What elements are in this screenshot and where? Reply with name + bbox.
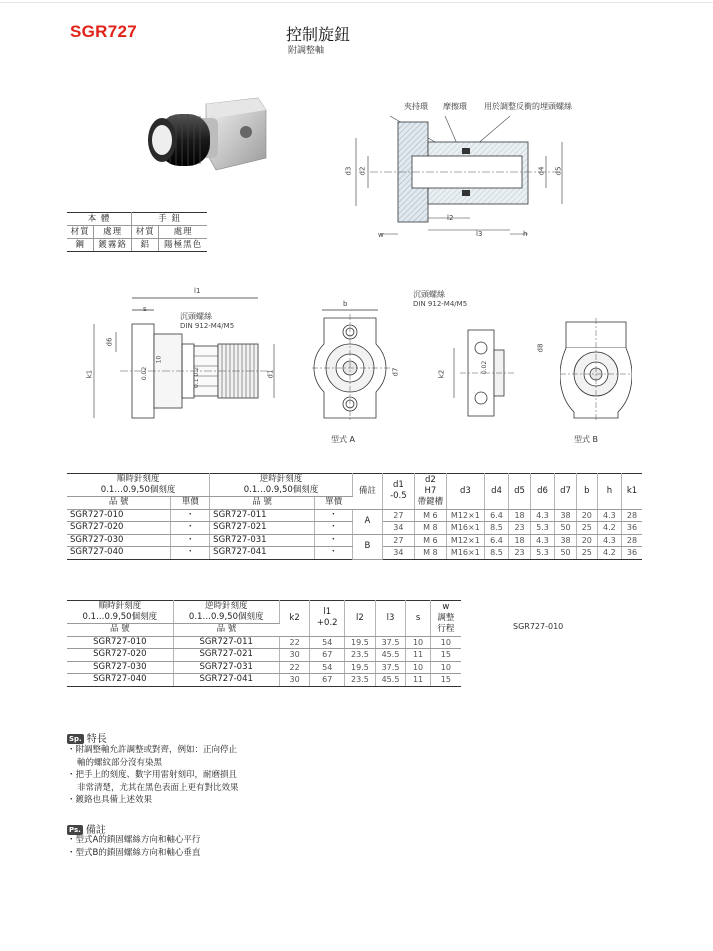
dim-w: w <box>378 231 384 239</box>
cell-d1: 34 <box>382 547 414 560</box>
model-number: SGR727 <box>70 22 138 41</box>
type-b-screw-spec: DIN 912-M4/M5 <box>413 300 468 308</box>
spec1-header-d2 <box>414 474 446 510</box>
price-ccw: ・ <box>314 534 352 547</box>
price-ccw: ・ <box>314 509 352 522</box>
cell-k1: 28 <box>622 534 642 547</box>
remarks-list <box>67 834 200 859</box>
cell-l3: 37.5 <box>375 636 406 649</box>
cell-k2: 22 <box>279 636 310 649</box>
price-cw: ・ <box>171 547 210 560</box>
price-cw: ・ <box>171 509 210 522</box>
materials-knob-header: 手 鈕 <box>132 213 207 226</box>
spec2-header-l1-tol: +0.2 <box>316 618 338 629</box>
spec1-header-part: 品 號 <box>210 497 315 510</box>
dim-k2: k2 <box>437 369 446 379</box>
dim-d1: d1 <box>266 369 275 379</box>
spec1-header-part: 品 號 <box>67 497 171 510</box>
cell-d6: 5.3 <box>530 522 554 535</box>
part-number-cw: SGR727-030 <box>67 534 171 547</box>
part-number-ccw: SGR727-021 <box>173 649 279 662</box>
spec1-header-d2-label: d2 <box>424 474 436 485</box>
cell-l2: 23.5 <box>345 674 376 687</box>
callout-set-screw: 用於調整反衝的埋頭螺絲 <box>484 102 572 111</box>
cell-d3: M12×1 <box>446 509 484 522</box>
spec2-header-ccw-title: 逆時針刻度 <box>204 601 248 611</box>
spec2-header-l2: l2 <box>345 601 376 637</box>
dim-d6: d6 <box>105 337 114 347</box>
materials-value: 鋼 <box>67 239 94 252</box>
type-a-caption: 型式 A <box>331 435 356 444</box>
cell-d3: M16×1 <box>446 547 484 560</box>
cell-l1: 54 <box>310 661 345 674</box>
part-number-ccw: SGR727-011 <box>173 636 279 649</box>
part-number-ccw: SGR727-011 <box>210 509 315 522</box>
part-number-cw: SGR727-010 <box>67 509 171 522</box>
cell-l1: 67 <box>310 674 345 687</box>
materials-sub-header: 材質 <box>67 226 94 239</box>
spec2-header-w-sub1: 調整 <box>437 612 455 623</box>
cell-w: 15 <box>430 649 461 662</box>
note-type: A <box>352 509 382 534</box>
spec1-header-d1-tol: -0.5 <box>390 491 407 502</box>
spec1-header-b: b <box>576 474 597 510</box>
dim-d4: d4 <box>537 166 546 176</box>
materials-value: 鋁 <box>132 239 159 252</box>
dim-l1: l1 <box>194 287 201 295</box>
spec1-header-price: 單價 <box>171 497 210 510</box>
spec1-header-d3: d3 <box>446 474 484 510</box>
type-b-caption: 型式 B <box>574 435 599 444</box>
spec1-header-d7: d7 <box>555 474 577 510</box>
remarks-title: 備註 <box>85 825 106 836</box>
part-number-ccw: SGR727-041 <box>210 547 315 560</box>
part-number-cw: SGR727-030 <box>67 661 173 674</box>
spec2-header-cw-sub: 0.1…0.9,50個刻度 <box>82 612 158 622</box>
spec1-header-d6: d6 <box>530 474 554 510</box>
cell-d5: 18 <box>509 534 531 547</box>
table-row <box>67 649 461 662</box>
spec2-header-cw <box>67 601 173 624</box>
callout-friction-ring: 摩擦環 <box>443 102 467 111</box>
section-drawing <box>340 108 590 243</box>
spec2-header-ccw <box>173 601 279 624</box>
features-title: 特長 <box>86 734 107 745</box>
spec1-header-price: 單價 <box>314 497 352 510</box>
cell-d2: M 6 <box>414 509 446 522</box>
spec1-header-d4: d4 <box>484 474 508 510</box>
cell-d7: 38 <box>555 534 577 547</box>
materials-sub-header: 處理 <box>94 226 132 239</box>
dim-b: b <box>343 300 348 308</box>
cell-d5: 23 <box>509 547 531 560</box>
side-scale-b: 0.1 0.2 <box>193 367 200 388</box>
spec2-header-part: 品 號 <box>173 624 279 637</box>
cell-s: 11 <box>406 674 430 687</box>
part-number-cw: SGR727-040 <box>67 547 171 560</box>
spec2-header-w <box>430 601 461 637</box>
cell-b: 25 <box>576 522 597 535</box>
spec2-header-s: s <box>406 601 430 637</box>
dim-k1: k1 <box>85 369 94 379</box>
cell-w: 15 <box>430 674 461 687</box>
cell-k2: 30 <box>279 649 310 662</box>
part-number-cw: SGR727-040 <box>67 674 173 687</box>
price-ccw: ・ <box>314 522 352 535</box>
spec1-header-d1-label: d1 <box>392 480 404 491</box>
part-number-cw: SGR727-020 <box>67 649 173 662</box>
spec-table-1 <box>67 473 642 560</box>
part-number-ccw: SGR727-021 <box>210 522 315 535</box>
cell-l3: 37.5 <box>375 661 406 674</box>
cell-h: 4.3 <box>597 509 621 522</box>
cell-b: 20 <box>576 534 597 547</box>
cell-h: 4.2 <box>597 547 621 560</box>
cell-d2: M 8 <box>414 547 446 560</box>
feature-item: ・鍍鉻也具備上述效果 <box>67 795 153 805</box>
dim-d2: d2 <box>358 166 367 176</box>
dim-d5: d5 <box>554 166 563 176</box>
top-rule <box>0 2 713 3</box>
cell-l2: 19.5 <box>345 661 376 674</box>
side-scale-a: 0.02 <box>141 366 149 381</box>
price-cw: ・ <box>171 522 210 535</box>
dim-l3: l3 <box>476 230 483 238</box>
type-b-scale: 0.02 <box>481 360 489 375</box>
spec-table-2 <box>67 600 461 687</box>
cell-s: 10 <box>406 636 430 649</box>
spec1-header-k1: k1 <box>622 474 642 510</box>
features-list <box>67 744 239 807</box>
table-row <box>67 674 461 687</box>
part-number-ccw: SGR727-031 <box>210 534 315 547</box>
spec2-header-k2: k2 <box>279 601 310 637</box>
feature-item: 非常清楚，尤其在黑色表面上更有對比效果 <box>77 782 239 793</box>
spec1-header-d1 <box>382 474 414 510</box>
part-number-ccw: SGR727-031 <box>173 661 279 674</box>
cell-k1: 36 <box>622 522 642 535</box>
spec1-header-h: h <box>597 474 621 510</box>
cell-d3: M16×1 <box>446 522 484 535</box>
cell-d1: 27 <box>382 509 414 522</box>
dim-h: h <box>523 230 528 238</box>
cell-l1: 67 <box>310 649 345 662</box>
spec1-header-d2-fit: H7 <box>424 485 437 496</box>
cell-h: 4.3 <box>597 534 621 547</box>
cell-l3: 45.5 <box>375 674 406 687</box>
cell-d4: 8.5 <box>484 547 508 560</box>
cell-l3: 45.5 <box>375 649 406 662</box>
spec2-header-l1-label: l1 <box>323 607 332 618</box>
materials-value: 鍍霧鉻 <box>94 239 132 252</box>
spec1-header-cw-sub: 0.1…0.9,50個刻度 <box>100 485 176 495</box>
materials-table <box>67 212 207 252</box>
cell-d5: 23 <box>509 522 531 535</box>
spec2-header-cw-title: 順時針刻度 <box>98 601 142 611</box>
cell-k2: 22 <box>279 661 310 674</box>
cell-d6: 5.3 <box>530 547 554 560</box>
cell-d6: 4.3 <box>530 534 554 547</box>
cell-s: 10 <box>406 661 430 674</box>
cell-k1: 36 <box>622 547 642 560</box>
cell-d1: 27 <box>382 534 414 547</box>
cell-h: 4.2 <box>597 522 621 535</box>
spec1-header-cw-title: 順時針刻度 <box>116 474 160 484</box>
remark-item: ・型式A的鎖固螺絲方向和軸心平行 <box>67 835 201 845</box>
materials-body-header: 本 體 <box>67 213 132 226</box>
spec1-header-d2-sub: 帶鍵槽 <box>417 496 444 507</box>
side-screw-label: 沉頭螺絲 <box>180 312 212 321</box>
spec-table-2-caption: SGR727-010 <box>513 622 564 631</box>
type-b-screw-label: 沉頭螺絲 <box>413 290 445 299</box>
table-row <box>67 534 642 547</box>
page-title: 控制旋鈕 <box>286 25 351 44</box>
materials-value: 陽極黑色 <box>159 239 207 252</box>
cell-l1: 54 <box>310 636 345 649</box>
spec1-header-d5: d5 <box>509 474 531 510</box>
dim-d8: d8 <box>536 343 545 353</box>
type-a-drawing <box>312 304 392 424</box>
feature-item: ・附調整軸允許調整或對齊，例如：正向停止 <box>67 745 238 755</box>
dim-d7: d7 <box>391 367 400 377</box>
page-subtitle: 附調整軸 <box>288 46 325 56</box>
remarks-badge: Ps. <box>69 826 81 834</box>
feature-item: 軸的螺紋部分沒有染黑 <box>77 757 163 768</box>
cell-d4: 6.4 <box>484 534 508 547</box>
feature-item: ・把手上的刻度、數字用雷射刻印，耐磨損且 <box>67 770 238 780</box>
spec1-header-ccw-title: 逆時針刻度 <box>259 474 303 484</box>
spec2-header-ccw-sub: 0.1…0.9,50個刻度 <box>188 612 264 622</box>
spec1-header-ccw-sub: 0.1…0.9,50個刻度 <box>243 485 319 495</box>
spec2-header-w-sub2: 行程 <box>437 623 455 634</box>
features-badge: Sp. <box>69 735 82 743</box>
cell-d7: 50 <box>555 547 577 560</box>
price-ccw: ・ <box>314 547 352 560</box>
spec2-header-part: 品 號 <box>67 624 173 637</box>
remark-item: ・型式B的鎖固螺絲方向和軸心垂直 <box>67 847 201 858</box>
cell-k1: 28 <box>622 509 642 522</box>
spec1-header-cw <box>67 474 210 497</box>
type-b-side-drawing <box>440 310 515 425</box>
spec1-header-ccw <box>210 474 353 497</box>
cell-w: 10 <box>430 661 461 674</box>
cell-l2: 23.5 <box>345 649 376 662</box>
table-row <box>67 509 642 522</box>
part-number-cw: SGR727-010 <box>67 636 173 649</box>
product-photo <box>140 92 270 187</box>
type-b-front-drawing <box>560 318 632 423</box>
cell-d2: M 8 <box>414 522 446 535</box>
cell-l2: 19.5 <box>345 636 376 649</box>
cell-d5: 18 <box>509 509 531 522</box>
part-number-cw: SGR727-020 <box>67 522 171 535</box>
note-type: B <box>352 534 382 559</box>
cell-d6: 4.3 <box>530 509 554 522</box>
side-screw-spec: DIN 912-M4/M5 <box>180 322 235 330</box>
table-row <box>67 636 461 649</box>
cell-d1: 34 <box>382 522 414 535</box>
callout-clamp-ring: 夾持環 <box>404 102 428 111</box>
dim-s: s <box>143 305 147 313</box>
table-row <box>67 661 461 674</box>
spec2-header-l3: l3 <box>375 601 406 637</box>
spec2-header-l1 <box>310 601 345 637</box>
cell-d3: M12×1 <box>446 534 484 547</box>
side-scale-c: 10 <box>155 355 163 364</box>
spec1-header-note: 備註 <box>352 474 382 510</box>
cell-b: 20 <box>576 509 597 522</box>
cell-d4: 6.4 <box>484 509 508 522</box>
side-view-drawing <box>80 296 285 426</box>
spec2-header-w-label: w <box>442 601 450 612</box>
part-number-ccw: SGR727-041 <box>173 674 279 687</box>
cell-s: 11 <box>406 649 430 662</box>
price-cw: ・ <box>171 534 210 547</box>
materials-sub-header: 材質 <box>132 226 159 239</box>
dim-d3: d3 <box>344 166 353 176</box>
cell-d7: 38 <box>555 509 577 522</box>
cell-d2: M 6 <box>414 534 446 547</box>
materials-sub-header: 處理 <box>159 226 207 239</box>
cell-d4: 8.5 <box>484 522 508 535</box>
dim-l2: l2 <box>447 214 454 222</box>
cell-b: 25 <box>576 547 597 560</box>
cell-k2: 30 <box>279 674 310 687</box>
cell-w: 10 <box>430 636 461 649</box>
cell-d7: 50 <box>555 522 577 535</box>
